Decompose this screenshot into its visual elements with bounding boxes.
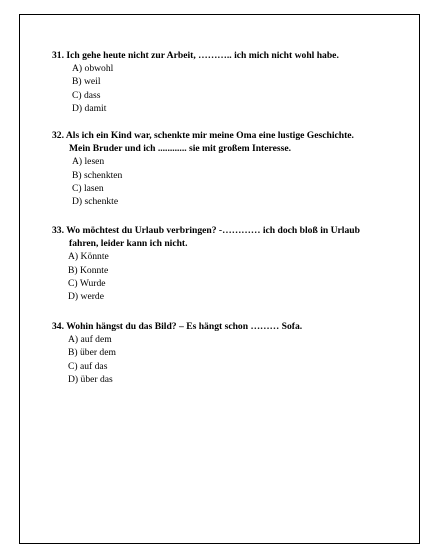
option-34-b: B) über dem — [68, 347, 116, 359]
option-34-c: C) auf das — [68, 360, 108, 372]
question-34-stem: 34. Wohin hängst du das Bild? – Es hängt schon ……… Sofa. — [52, 321, 303, 332]
question-32 — [52, 129, 354, 208]
option-31-a: A) obwohl — [72, 63, 114, 75]
option-34-d: D) über das — [68, 373, 113, 385]
option-32-d: D) schenkte — [72, 196, 119, 208]
question-34 — [52, 320, 302, 386]
option-32-b: B) schenkten — [72, 169, 123, 181]
option-32-a: A) lesen — [72, 156, 105, 168]
option-31-b: B) weil — [72, 76, 101, 88]
option-33-a: A) Könnte — [68, 251, 109, 263]
option-34-a: A) auf dem — [68, 334, 112, 346]
option-33-d: D) werde — [68, 291, 104, 303]
question-32-stem: 32. Als ich ein Kind war, schenkte mir meine Oma eine lustige Geschichte. — [52, 130, 354, 141]
question-31-stem: 31. Ich gehe heute nicht zur Arbeit, ……….. ich mich nicht wohl habe. — [52, 50, 339, 61]
option-31-c: C) dass — [72, 89, 101, 101]
option-33-b: B) Konnte — [68, 264, 109, 276]
question-32-stem-continued: Mein Bruder und ich ............ sie mit großem Interesse. — [69, 143, 291, 155]
option-32-c: C) lasen — [72, 182, 104, 194]
option-33-c: C) Wurde — [68, 277, 106, 289]
question-33-stem: 33. Wo möchtest du Urlaub verbringen? -………… ich doch bloß in Urlaub — [52, 225, 360, 236]
question-31 — [52, 49, 339, 115]
question-33 — [52, 224, 360, 303]
question-33-stem-continued: fahren, leider kann ich nicht. — [69, 238, 188, 250]
option-31-d: D) damit — [72, 102, 107, 114]
